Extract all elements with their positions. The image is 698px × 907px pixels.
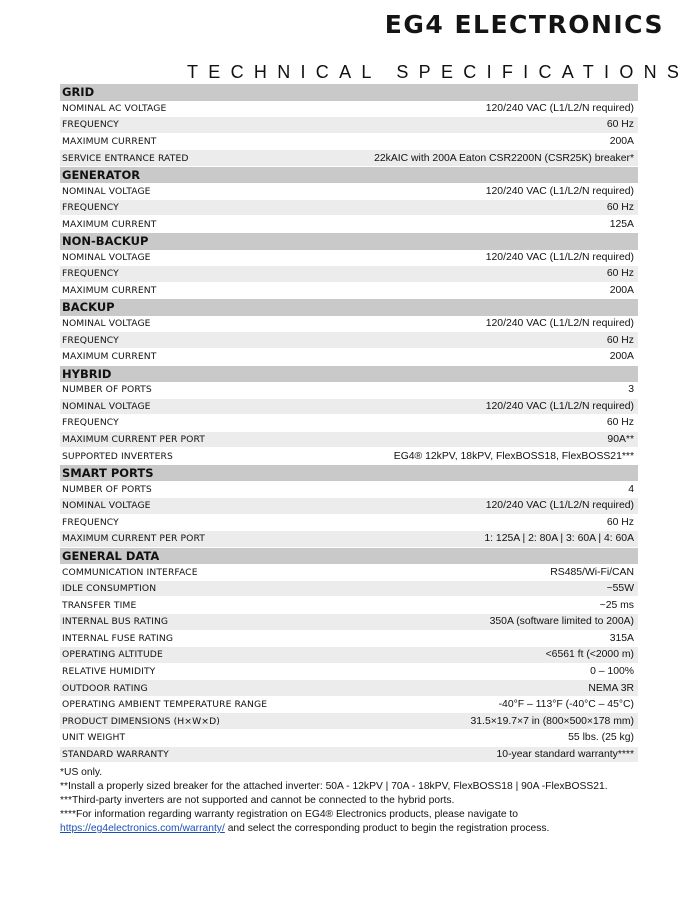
spec-row (60, 183, 638, 200)
spec-label: UNIT WEIGHT (62, 732, 126, 744)
spec-label: INTERNAL FUSE RATING (62, 632, 174, 644)
spec-value: RS485/Wi-Fi/CAN (550, 566, 634, 578)
spec-value: 315A (609, 632, 634, 644)
spec-label: INTERNAL BUS RATING (62, 616, 169, 628)
spec-label: OPERATING ALTITUDE (62, 649, 163, 661)
spec-row (60, 448, 638, 465)
spec-value: 55 lbs. (25 kg) (568, 732, 634, 744)
spec-label: NOMINAL VOLTAGE (62, 318, 151, 330)
spec-value: EG4® 12kPV, 18kPV, FlexBOSS18, FlexBOSS21*** (393, 450, 634, 462)
spec-label: SERVICE ENTRANCE RATED (62, 152, 189, 164)
spec-value: 90A** (607, 434, 634, 446)
spec-label: MAXIMUM CURRENT (62, 135, 157, 147)
spec-label: NOMINAL VOLTAGE (62, 400, 151, 412)
spec-value: 60 Hz (606, 417, 634, 429)
spec-row (60, 631, 638, 648)
spec-row (60, 531, 638, 548)
footnote-warranty-intro: ****For information regarding warranty registration on EG4® Electronics products, please navigate to (60, 809, 519, 820)
spec-row (60, 597, 638, 614)
spec-row (60, 316, 638, 333)
spec-label: STANDARD WARRANTY (62, 748, 169, 760)
spec-row (60, 101, 638, 118)
spec-label: OPERATING AMBIENT TEMPERATURE RANGE (62, 699, 268, 711)
spec-label: NOMINAL VOLTAGE (62, 251, 151, 263)
spec-label: SUPPORTED INVERTERS (62, 450, 173, 462)
spec-value: 125A (609, 218, 634, 230)
spec-value: 60 Hz (606, 334, 634, 346)
spec-row (60, 117, 638, 134)
spec-label: FREQUENCY (62, 119, 119, 131)
spec-row (60, 515, 638, 532)
section-header: GENERATOR (60, 167, 638, 184)
spec-value: 350A (software limited to 200A) (489, 616, 634, 628)
spec-value: 60 Hz (606, 202, 634, 214)
spec-label: FREQUENCY (62, 334, 119, 346)
spec-label: COMMUNICATION INTERFACE (62, 566, 198, 578)
spec-label: NOMINAL VOLTAGE (62, 500, 151, 512)
spec-row (60, 664, 638, 681)
spec-label: OUTDOOR RATING (62, 682, 148, 694)
spec-row (60, 250, 638, 267)
brand-logo: EG4 ELECTRONICS (384, 10, 664, 39)
spec-value: ~55W (606, 583, 634, 595)
spec-label: IDLE CONSUMPTION (62, 583, 157, 595)
spec-label: MAXIMUM CURRENT (62, 351, 157, 363)
footnote-warranty-outro: and select the corresponding product to begin the registration process. (224, 823, 550, 834)
spec-table (60, 84, 638, 763)
spec-row (60, 415, 638, 432)
spec-label: NUMBER OF PORTS (62, 384, 152, 396)
section-header: SMART PORTS (60, 465, 638, 482)
spec-row (60, 216, 638, 233)
footnote-breaker: **Install a properly sized breaker for the attached inverter: 50A - 12kPV | 70A - 18kPV, FlexBOSS18 | 90A -FlexBOSS21. (60, 781, 608, 792)
spec-value: ~25 ms (599, 599, 634, 611)
spec-value: 120/240 VAC (L1/L2/N required) (485, 102, 634, 114)
spec-row (60, 614, 638, 631)
spec-value: 120/240 VAC (L1/L2/N required) (485, 318, 634, 330)
footnote-third-party: ***Third-party inverters are not supported and cannot be connected to the hybrid ports. (60, 795, 455, 806)
spec-value: 0 – 100% (590, 665, 634, 677)
section-header: NON-BACKUP (60, 233, 638, 250)
section-header: GENERAL DATA (60, 548, 638, 565)
spec-row (60, 134, 638, 151)
spec-label: FREQUENCY (62, 202, 119, 214)
spec-label: FREQUENCY (62, 417, 119, 429)
spec-value: 120/240 VAC (L1/L2/N required) (485, 185, 634, 197)
spec-row (60, 399, 638, 416)
spec-row (60, 283, 638, 300)
section-header: GRID (60, 84, 638, 101)
spec-value: 200A (609, 284, 634, 296)
spec-value: 22kAIC with 200A Eaton CSR2200N (CSR25K) breaker* (374, 152, 634, 164)
spec-value: 4 (628, 483, 634, 495)
spec-value: 3 (628, 384, 634, 396)
spec-row (60, 481, 638, 498)
spec-row (60, 382, 638, 399)
spec-label: FREQUENCY (62, 268, 119, 280)
spec-row (60, 349, 638, 366)
spec-row (60, 266, 638, 283)
section-header: BACKUP (60, 299, 638, 316)
spec-value: <6561 ft (<2000 m) (545, 649, 634, 661)
spec-label: NUMBER OF PORTS (62, 483, 152, 495)
spec-row (60, 498, 638, 515)
spec-value: NEMA 3R (588, 682, 634, 694)
spec-value: 200A (609, 351, 634, 363)
spec-row (60, 200, 638, 217)
spec-row (60, 581, 638, 598)
spec-value: 120/240 VAC (L1/L2/N required) (485, 500, 634, 512)
spec-label: MAXIMUM CURRENT (62, 284, 157, 296)
spec-row (60, 680, 638, 697)
spec-label: MAXIMUM CURRENT PER PORT (62, 533, 205, 545)
spec-label: MAXIMUM CURRENT (62, 218, 157, 230)
page-title: TECHNICAL SPECIFICATIONS (187, 62, 690, 82)
spec-value: 1: 125A | 2: 80A | 3: 60A | 4: 60A (484, 533, 634, 545)
spec-value: 10-year standard warranty**** (496, 748, 634, 760)
footnotes (60, 766, 660, 836)
footnote-us-only: *US only. (60, 767, 103, 778)
spec-value: 60 Hz (606, 119, 634, 131)
warranty-link[interactable]: https://eg4electronics.com/warranty/ (60, 823, 225, 834)
spec-label: NOMINAL AC VOLTAGE (62, 102, 167, 114)
spec-value: 60 Hz (606, 268, 634, 280)
spec-label: RELATIVE HUMIDITY (62, 665, 156, 677)
spec-label: MAXIMUM CURRENT PER PORT (62, 434, 205, 446)
spec-row (60, 332, 638, 349)
section-header: HYBRID (60, 366, 638, 383)
spec-row (60, 697, 638, 714)
spec-label: TRANSFER TIME (62, 599, 137, 611)
spec-value: 31.5×19.7×7 in (800×500×178 mm) (470, 715, 634, 727)
spec-value: 200A (609, 135, 634, 147)
spec-row (60, 432, 638, 449)
spec-value: -40°F – 113°F (-40°C – 45°C) (498, 699, 634, 711)
spec-label: FREQUENCY (62, 516, 119, 528)
spec-value: 120/240 VAC (L1/L2/N required) (485, 251, 634, 263)
spec-label: NOMINAL VOLTAGE (62, 185, 151, 197)
spec-row (60, 150, 638, 167)
spec-row (60, 713, 638, 730)
spec-row (60, 647, 638, 664)
spec-value: 60 Hz (606, 516, 634, 528)
spec-row (60, 747, 638, 764)
spec-row (60, 730, 638, 747)
spec-row (60, 564, 638, 581)
spec-value: 120/240 VAC (L1/L2/N required) (485, 400, 634, 412)
footnote-warranty-line (60, 822, 660, 836)
spec-label: PRODUCT DIMENSIONS (H×W×D) (62, 715, 220, 727)
